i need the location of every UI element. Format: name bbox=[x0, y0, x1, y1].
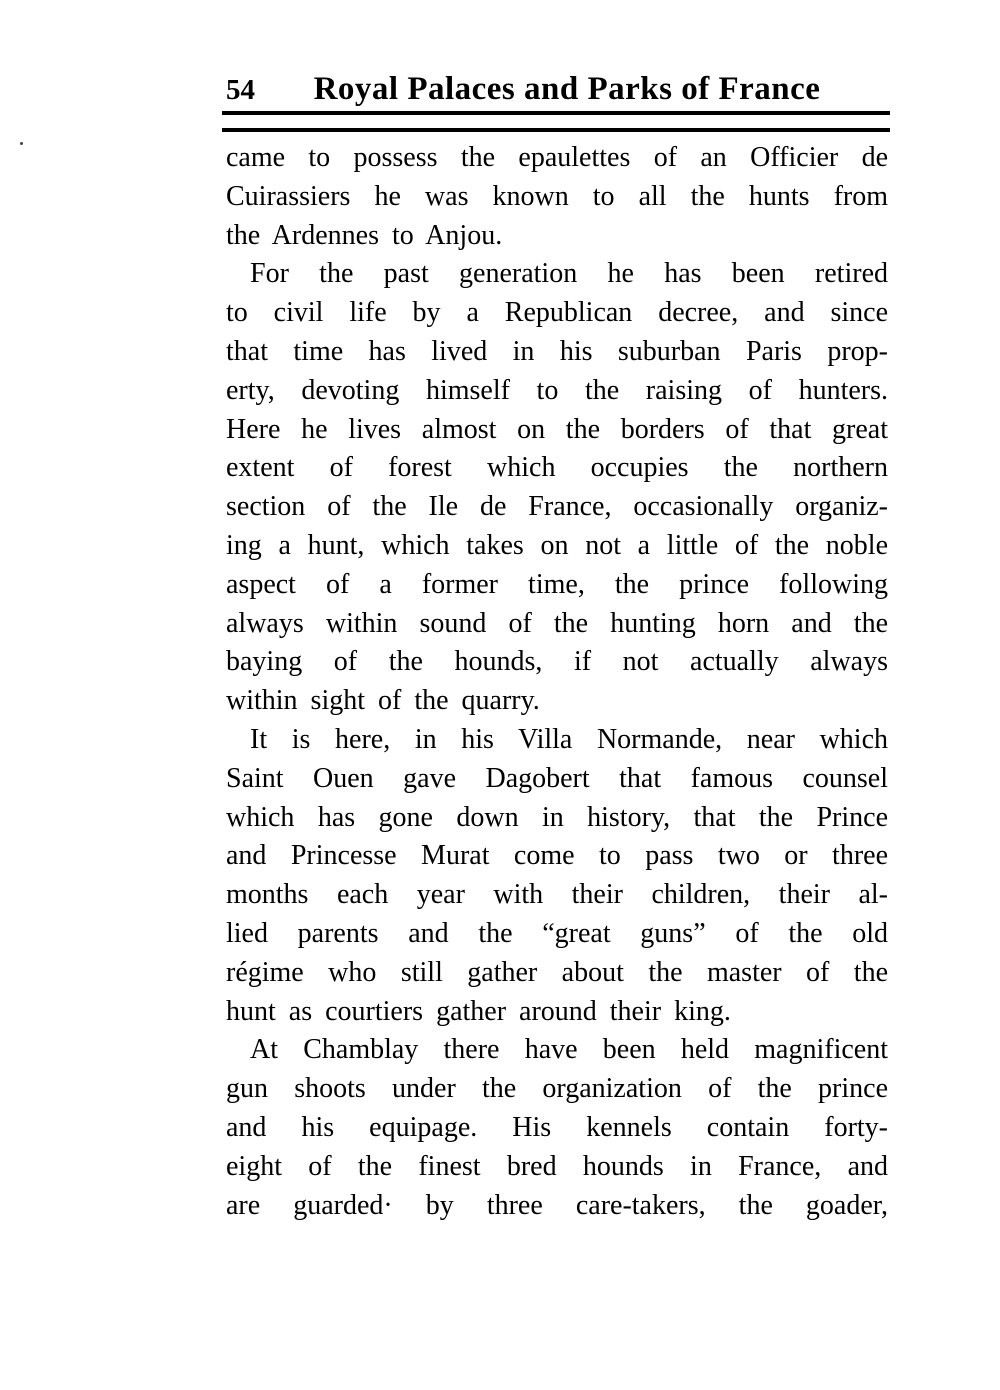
text-line: section of the Ile de France, occasionally organiz- bbox=[226, 491, 888, 523]
text-line: Saint Ouen gave Dagobert that famous counsel bbox=[226, 762, 888, 794]
text-line: baying of the hounds, if not actually always bbox=[226, 646, 888, 678]
text-line: are guarded· by three care-takers, the goader, bbox=[226, 1189, 888, 1221]
text-line: hunt as courtiers gather around their king. bbox=[226, 995, 731, 1027]
text-line: lied parents and the “great guns” of the old bbox=[226, 917, 888, 949]
text-line: and Princesse Murat come to pass two or three bbox=[226, 840, 888, 872]
text-line: the Ardennes to Anjou. bbox=[226, 219, 503, 251]
running-title: Royal Palaces and Parks of France bbox=[313, 71, 821, 107]
text-line: that time has lived in his suburban Paris prop- bbox=[226, 335, 888, 367]
text-line: and his equipage. His kennels contain forty- bbox=[226, 1111, 888, 1143]
page-number: 54 bbox=[226, 74, 255, 106]
text-line: It is here, in his Villa Normande, near which bbox=[250, 723, 888, 755]
text-line: to civil life by a Republican decree, and since bbox=[226, 297, 888, 329]
text-line: eight of the finest bred hounds in France, and bbox=[226, 1150, 888, 1182]
text-line: came to possess the epaulettes of an Officier de bbox=[226, 142, 888, 173]
text-line: erty, devoting himself to the raising of hunters. bbox=[226, 374, 888, 406]
text-line: régime who still gather about the master of the bbox=[226, 956, 888, 988]
paragraph bbox=[226, 721, 888, 1031]
text-line: gun shoots under the organization of the prince bbox=[226, 1073, 888, 1105]
text-line: extent of forest which occupies the northern bbox=[226, 452, 888, 484]
paragraph bbox=[226, 1031, 888, 1225]
text-line: always within sound of the hunting horn and the bbox=[226, 607, 888, 639]
text-line: months each year with their children, their al- bbox=[226, 879, 888, 911]
page-header bbox=[226, 72, 888, 106]
scan-speck bbox=[20, 142, 23, 145]
text-line: Cuirassiers he was known to all the hunts from bbox=[226, 180, 888, 212]
paragraph bbox=[226, 139, 888, 255]
body-text bbox=[226, 139, 888, 1225]
double-rule bbox=[222, 111, 890, 132]
text-line: For the past generation he has been retired bbox=[250, 258, 888, 290]
text-line: Here he lives almost on the borders of that great bbox=[226, 413, 888, 445]
text-line: within sight of the quarry. bbox=[226, 685, 540, 717]
text-line: aspect of a former time, the prince following bbox=[226, 568, 888, 600]
text-line: which has gone down in history, that the Prince bbox=[226, 801, 888, 833]
text-line: ing a hunt, which takes on not a little of the noble bbox=[226, 529, 888, 561]
text-line: At Chamblay there have been held magnificent bbox=[250, 1034, 888, 1066]
paragraph bbox=[226, 255, 888, 721]
